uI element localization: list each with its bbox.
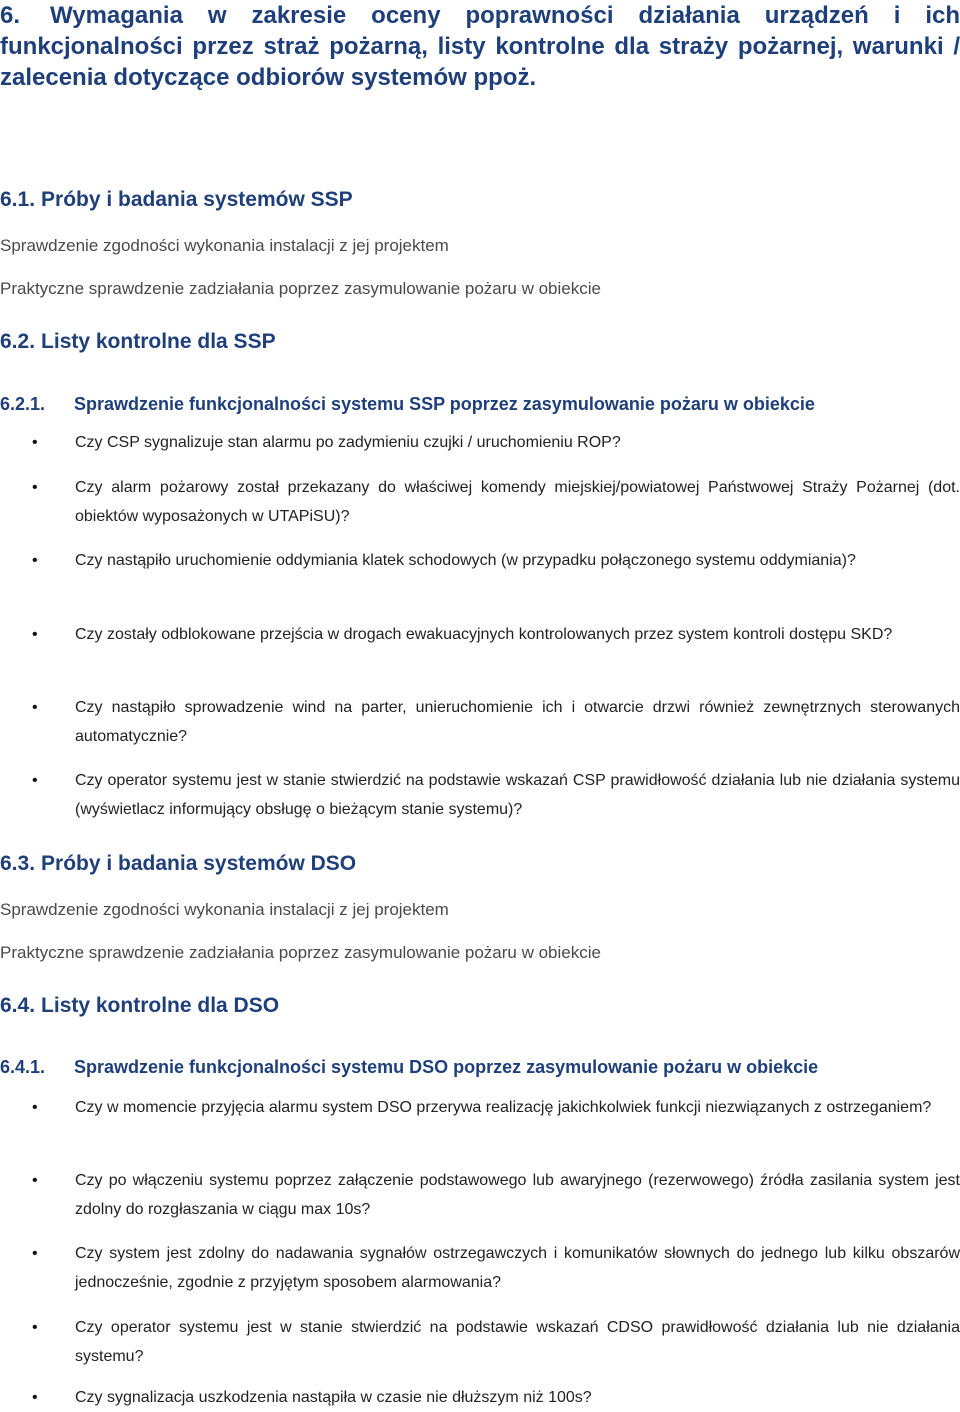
checklist-item	[0, 473, 960, 531]
checklist-item	[0, 428, 960, 457]
checklist-item-text: Czy CSP sygnalizuje stan alarmu po zadymieniu czujki / uruchomieniu ROP?	[75, 434, 621, 451]
checklist-item	[0, 1093, 960, 1122]
bullet-icon: •	[32, 1245, 38, 1262]
bullet-icon: •	[32, 699, 38, 716]
bullet-icon: •	[32, 1389, 38, 1406]
section-6-4-heading	[0, 992, 960, 1020]
main-heading-number: 6.	[0, 2, 21, 29]
section-number: 6.2.1.	[0, 394, 46, 414]
section-number: 6.2.	[0, 330, 36, 353]
bullet-icon: •	[32, 772, 38, 789]
section-number: 6.1.	[0, 188, 36, 211]
checklist-item-text: Czy nastąpiło uruchomienie oddymiania klatek schodowych (w przypadku połączonego systemu oddymiania)?	[75, 552, 856, 569]
section-6-4-1-heading	[0, 1054, 960, 1080]
main-heading-text: Wymagania w zakresie oceny poprawności działania urządzeń i ich funkcjonalności przez straż pożarną, listy kontrolne dla straży pożarnej, warunki / zalecenia dotyczące odbiorów systemów ppoż.	[0, 2, 960, 91]
bullet-icon: •	[32, 479, 38, 496]
checklist-item-text: Czy alarm pożarowy został przekazany do właściwej komendy miejskiej/powiatowej Państwowej Straży Pożarnej (dot. obiektów wyposażonych w UTAPiSU)?	[75, 479, 960, 525]
checklist-item-text: Czy nastąpiło sprowadzenie wind na parter, unieruchomienie ich i otwarcie drzwi również zewnętrznych sterowanych automatycznie?	[75, 699, 960, 745]
checklist-item	[0, 620, 960, 649]
checklist-item-text: Czy operator systemu jest w stanie stwierdzić na podstawie wskazań CSP prawidłowość działania lub nie działania systemu (wyświetlacz informujący obsługę o bieżącym stanie systemu)?	[75, 772, 960, 818]
section-title: Sprawdzenie funkcjonalności systemu SSP poprzez zasymulowanie pożaru w obiekcie	[74, 394, 815, 414]
section-title: Sprawdzenie funkcjonalności systemu DSO poprzez zasymulowanie pożaru w obiekcie	[74, 1057, 819, 1077]
section-6-1-line-1: Sprawdzenie zgodności wykonania instalacji z jej projektem	[0, 236, 449, 255]
checklist-item	[0, 766, 960, 824]
section-6-3-heading	[0, 850, 960, 878]
checklist-item-text: Czy zostały odblokowane przejścia w drogach ewakuacyjnych kontrolowanych przez system kontroli dostępu SKD?	[75, 626, 893, 643]
bullet-icon: •	[32, 1172, 38, 1189]
section-title: Listy kontrolne dla DSO	[41, 994, 280, 1017]
bullet-icon: •	[32, 1319, 38, 1336]
checklist-item-text: Czy sygnalizacja uszkodzenia nastąpiła w czasie nie dłuższym niż 100s?	[75, 1389, 592, 1406]
section-title: Próby i badania systemów SSP	[41, 188, 353, 211]
checklist-item	[0, 693, 960, 751]
section-number: 6.4.	[0, 994, 36, 1017]
checklist-item	[0, 1166, 960, 1224]
section-title: Próby i badania systemów DSO	[41, 852, 357, 875]
checklist-item	[0, 1239, 960, 1297]
checklist-item	[0, 546, 960, 575]
section-6-1-line-2: Praktyczne sprawdzenie zadziałania poprzez zasymulowanie pożaru w obiekcie	[0, 279, 601, 298]
checklist-item-text: Czy operator systemu jest w stanie stwierdzić na podstawie wskazań CDSO prawidłowość działania lub nie działania systemu?	[75, 1319, 960, 1365]
section-6-1-heading	[0, 186, 960, 214]
bullet-icon: •	[32, 552, 38, 569]
section-title: Listy kontrolne dla SSP	[41, 330, 276, 353]
checklist-item-text: Czy po włączeniu systemu poprzez załączenie podstawowego lub awaryjnego (rezerwowego) źródła zasilania system jest zdolny do rozgłaszania w ciągu max 10s?	[75, 1172, 960, 1218]
section-6-3-line-2: Praktyczne sprawdzenie zadziałania poprzez zasymulowanie pożaru w obiekcie	[0, 943, 601, 962]
checklist-item-text: Czy system jest zdolny do nadawania sygnałów ostrzegawczych i komunikatów słownych do jednego lub kilku obszarów jednocześnie, zgodnie z przyjętym sposobem alarmowania?	[75, 1245, 960, 1291]
checklist-item	[0, 1383, 960, 1412]
section-6-3-line-1: Sprawdzenie zgodności wykonania instalacji z jej projektem	[0, 900, 449, 919]
main-heading	[0, 0, 960, 93]
section-6-2-heading	[0, 328, 960, 356]
checklist-item	[0, 1313, 960, 1371]
section-number: 6.4.1.	[0, 1057, 46, 1077]
bullet-icon: •	[32, 434, 38, 451]
bullet-icon: •	[32, 626, 38, 643]
section-number: 6.3.	[0, 852, 36, 875]
section-6-2-1-heading	[0, 391, 960, 417]
bullet-icon: •	[32, 1099, 38, 1116]
checklist-item-text: Czy w momencie przyjęcia alarmu system DSO przerywa realizację jakichkolwiek funkcji niezwiązanych z ostrzeganiem?	[75, 1099, 932, 1116]
